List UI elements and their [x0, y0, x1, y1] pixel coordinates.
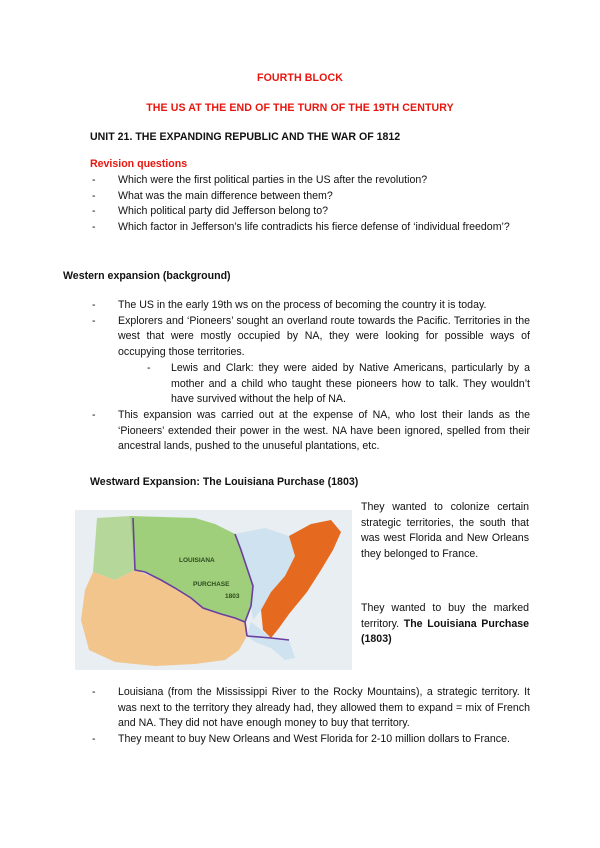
list-item: - Which factor in Jefferson’s life contradicts his fierce defense of ‘individual freedom’? — [90, 220, 510, 236]
map-label-year: 1803 — [225, 593, 240, 600]
western-list — [90, 298, 530, 360]
map-label-purchase: PURCHASE — [193, 581, 230, 588]
revision-heading: Revision questions — [90, 158, 188, 170]
louisiana-heading: Westward Expansion: The Louisiana Purchase (1803) — [90, 476, 359, 488]
list-item: - Which political party did Jefferson belong to? — [90, 204, 510, 220]
unit-heading: UNIT 21. THE EXPANDING REPUBLIC AND THE WAR OF 1812 — [90, 131, 401, 143]
map-label-louisiana: LOUISIANA — [179, 557, 215, 564]
side-text-2b: The Louisiana Purchase (1803) — [361, 617, 529, 646]
list-item: - They meant to buy New Orleans and West Florida for 2-10 million dollars to France. — [90, 732, 530, 748]
louisiana-list — [90, 685, 530, 747]
side-text-1: They wanted to colonize certain strategic territories, the south that was west Florida and New Orleans they belonged to France. — [361, 501, 529, 560]
side-text-2a: They wanted to buy the marked territory. — [361, 602, 529, 630]
list-item: - Which were the first political parties in the US after the revolution? — [90, 173, 510, 189]
block-title: FOURTH BLOCK — [257, 72, 343, 84]
list-item: - What was the main difference between them? — [90, 189, 510, 205]
list-item: - This expansion was carried out at the expense of NA, who lost their lands as the ‘Pioneers’ extended their power in the west. NA have been ignored, spelled from their ancestral lands, pushed to the unuseful plantations, etc. — [90, 408, 530, 455]
map-oregon-region — [93, 516, 135, 580]
revision-list — [90, 173, 510, 235]
page-title: THE US AT THE END OF THE TURN OF THE 19TH CENTURY — [146, 102, 454, 114]
list-item: - The US in the early 19th ws on the process of becoming the country it is today. — [90, 298, 530, 314]
list-item: - Explorers and ‘Pioneers’ sought an overland route towards the Pacific. Territories in the west that were mostly occupied by NA, they were looking for possible ways of occupying those territories. — [90, 314, 530, 361]
list-item: - Louisiana (from the Mississippi River to the Rocky Mountains), a strategic territory. It was next to the territory they already had, they allowed them to expand = mix of French and NA. They did not have enough money to buy that territory. — [90, 685, 530, 732]
list-item: - Lewis and Clark: they were aided by Native Americans, particularly by a mother and a child who taught these pioneers how to talk. They wouldn’t have survived without the help of NA. — [145, 361, 530, 408]
western-sublist — [145, 361, 530, 408]
louisiana-purchase-map — [75, 510, 352, 670]
side-text-2 — [361, 601, 529, 648]
western-list-2 — [90, 408, 530, 455]
western-heading: Western expansion (background) — [63, 270, 231, 282]
